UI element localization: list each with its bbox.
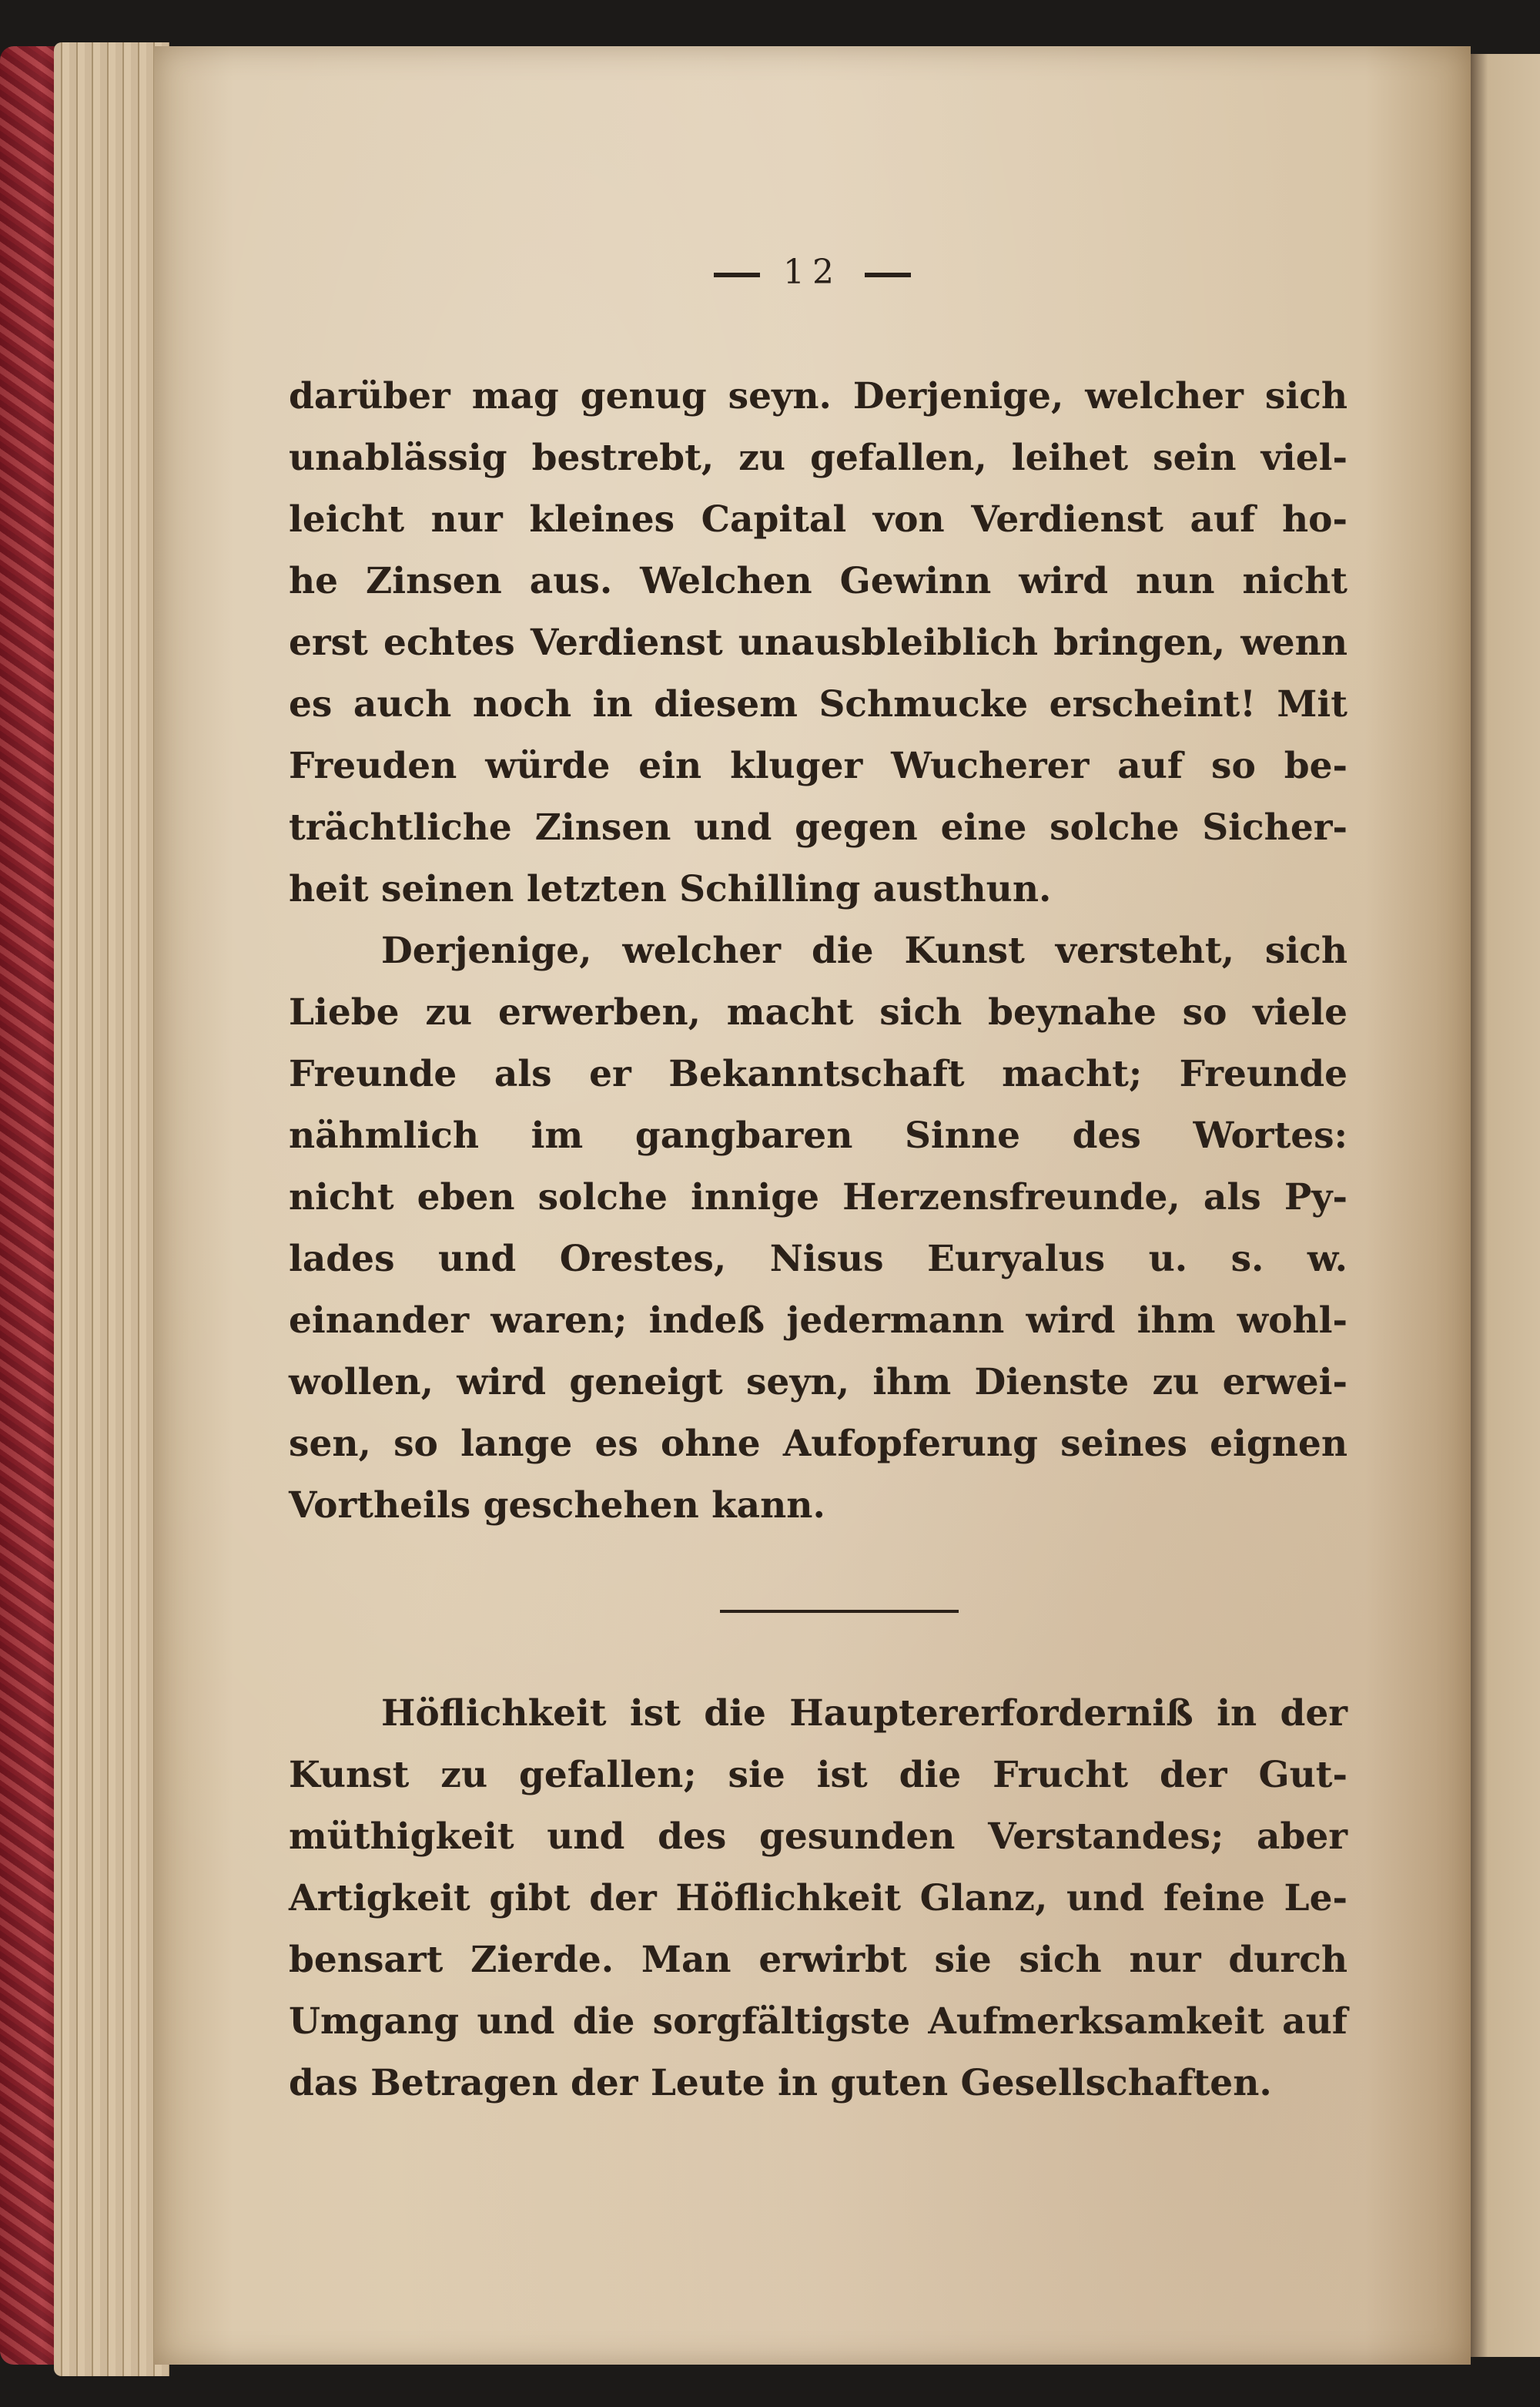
text-line: das Betragen der Leute in guten Gesellschaften. — [289, 2062, 1272, 2104]
text-line: wollen, wird geneigt seyn, ihm Dienste zu erwei- — [289, 1361, 1348, 1403]
text-line: leicht nur kleines Capital von Verdienst auf ho- — [289, 498, 1348, 541]
page-number-header — [154, 253, 1471, 292]
paragraph-2 — [289, 920, 1348, 1537]
page-number-dash-left — [714, 273, 760, 277]
text-line: Artigkeit gibt der Höflichkeit Glanz, und feine Le- — [289, 1877, 1348, 1919]
text-line: nähmlich im gangbaren Sinne des Wortes: — [289, 1115, 1348, 1157]
text-line: Vortheils geschehen kann. — [289, 1484, 825, 1527]
section-divider — [720, 1610, 959, 1613]
text-line: Freuden würde ein kluger Wucherer auf so be- — [289, 745, 1348, 787]
text-line: müthigkeit und des gesunden Verstandes; aber — [289, 1815, 1348, 1858]
text-line: sen, so lange es ohne Aufopferung seines eignen — [289, 1423, 1348, 1465]
page-number: 12 — [783, 253, 842, 292]
text-line: heit seinen letzten Schilling austhun. — [289, 868, 1052, 910]
facing-page-edge — [1471, 54, 1540, 2357]
text-line: he Zinsen aus. Welchen Gewinn wird nun nicht — [289, 560, 1348, 602]
text-line: bensart Zierde. Man erwirbt sie sich nur durch — [289, 1939, 1348, 1981]
text-line: unablässig bestrebt, zu gefallen, leihet sein viel- — [289, 437, 1348, 479]
text-line: Liebe zu erwerben, macht sich beynahe so viele — [289, 991, 1348, 1034]
text-line: darüber mag genug seyn. Derjenige, welcher sich — [289, 375, 1348, 417]
text-line: Umgang und die sorgfältigste Aufmerksamkeit auf — [289, 2000, 1348, 2043]
paragraph-3 — [289, 1683, 1348, 2114]
text-line: lades und Orestes, Nisus Euryalus u. s. w. — [289, 1238, 1348, 1280]
text-line: es auch noch in diesem Schmucke erscheint! Mit — [289, 683, 1348, 726]
text-line: einander waren; indeß jedermann wird ihm wohl- — [289, 1299, 1348, 1342]
text-line: Höflichkeit ist die Hauptererforderniß in der — [381, 1692, 1348, 1735]
page-edges — [54, 42, 169, 2376]
page-number-dash-right — [865, 273, 911, 277]
paragraph-1 — [289, 366, 1348, 920]
text-line: Derjenige, welcher die Kunst versteht, sich — [381, 930, 1348, 972]
text-line: nicht eben solche innige Herzensfreunde, als Py- — [289, 1176, 1348, 1219]
text-line: Kunst zu gefallen; sie ist die Frucht der Gut- — [289, 1754, 1348, 1796]
text-line: erst echtes Verdienst unausbleiblich bringen, wenn — [289, 622, 1348, 664]
text-line: trächtliche Zinsen und gegen eine solche Sicher- — [289, 806, 1348, 849]
text-line: Freunde als er Bekanntschaft macht; Freunde — [289, 1053, 1348, 1095]
book-page — [154, 46, 1471, 2365]
